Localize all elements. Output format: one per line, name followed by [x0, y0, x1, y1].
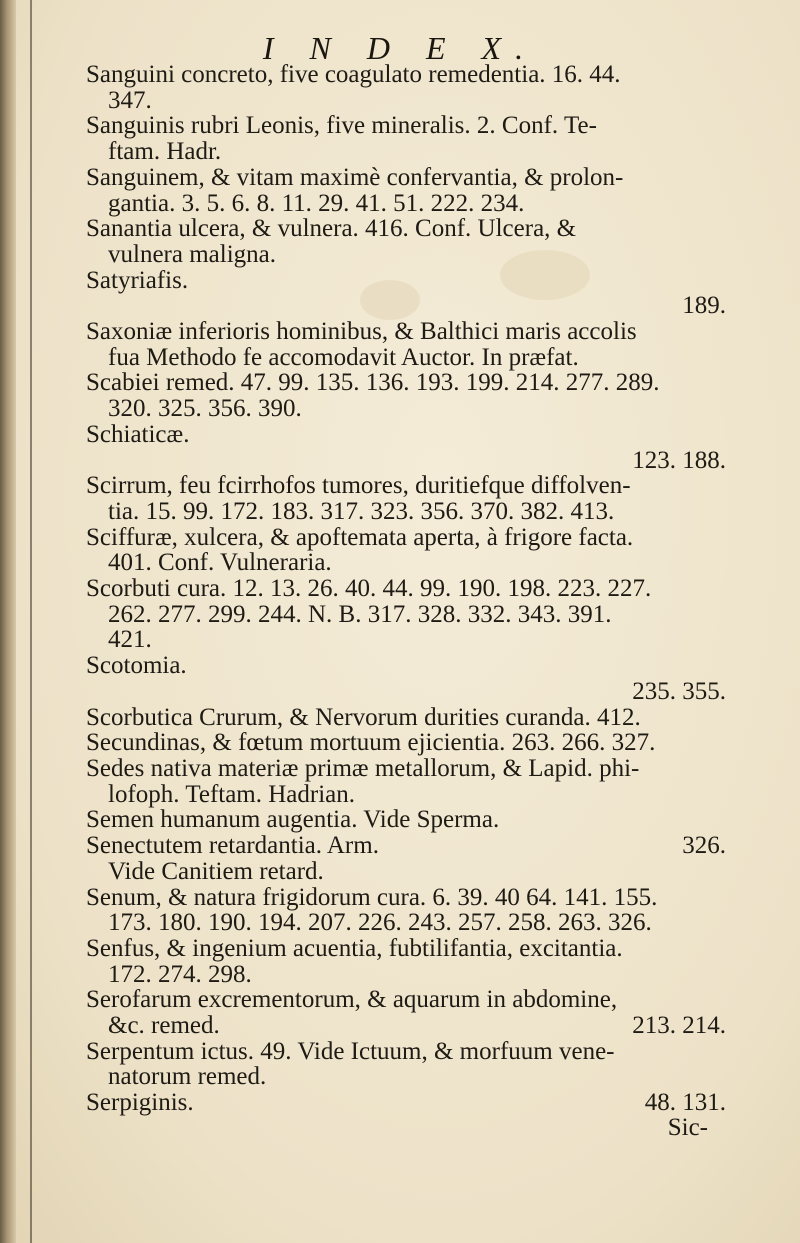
- index-entry: [86, 730, 726, 756]
- index-entry-line: 235. 355.: [632, 677, 726, 705]
- index-entry-line: [86, 1013, 726, 1039]
- index-entry-line: fua Methodo fe accomodavit Auctor. In præfat.: [108, 343, 579, 371]
- page-margin-rule: [30, 0, 32, 1243]
- index-entry: [86, 756, 726, 807]
- index-entry-line: [86, 833, 726, 859]
- index-entry-line: Scirrum, feu fcirrhofos tumores, duritiefque diffolven-: [86, 472, 631, 500]
- index-entry: [86, 936, 726, 987]
- index-entry-line: Satyriafis.: [86, 266, 189, 294]
- page-binding-shadow: [0, 0, 16, 1243]
- index-entry: [86, 653, 726, 704]
- index-entry: [86, 319, 726, 370]
- index-entry-text: Serpiginis.: [86, 1089, 194, 1117]
- index-entry-line: vulnera maligna.: [108, 240, 276, 268]
- index-entry-text: Senectutem retardantia. Arm.: [86, 832, 379, 860]
- index-entry-line: 173. 180. 190. 194. 207. 226. 243. 257. 258. 263. 326.: [108, 909, 652, 937]
- index-entry: [86, 268, 726, 319]
- index-entry: [86, 422, 726, 473]
- index-entry-line: 421.: [108, 626, 152, 654]
- index-entry-line: Scotomia.: [86, 652, 187, 680]
- index-entry: [86, 987, 726, 1038]
- index-entry: [86, 216, 726, 267]
- index-entry: [86, 370, 726, 421]
- index-entry-line: Scabiei remed. 47. 99. 135. 136. 193. 199. 214. 277. 289.: [86, 369, 660, 397]
- index-entry: [86, 705, 726, 731]
- index-entry-line: gantia. 3. 5. 6. 8. 11. 29. 41. 51. 222. 234.: [108, 189, 525, 217]
- index-entry-line: ftam. Hadr.: [108, 138, 222, 166]
- index-entry: [86, 525, 726, 576]
- index-entry-line: 320. 325. 356. 390.: [108, 395, 302, 423]
- index-entry-line: Secundinas, & fœtum mortuum ejicientia. 263. 266. 327.: [86, 729, 656, 757]
- index-entry: [86, 1090, 726, 1116]
- index-entry-line: Saxoniæ inferioris hominibus, & Balthici maris accolis: [86, 318, 637, 346]
- index-entry-line: 347.: [108, 86, 152, 114]
- index-entry-text: &c. remed.: [108, 1012, 220, 1040]
- index-entry-line: Sanguini concreto, five coagulato remedentia. 16. 44.: [86, 61, 621, 88]
- index-entry-line: Sanguinem, & vitam maximè confervantia, & prolon-: [86, 163, 624, 191]
- index-entry: [86, 113, 726, 164]
- index-entry-line: [86, 1090, 726, 1116]
- index-entry-line: lofoph. Teftam. Hadrian.: [108, 780, 356, 808]
- index-entry-line: natorum remed.: [108, 1063, 267, 1091]
- index-entry-line: Sanantia ulcera, & vulnera. 416. Conf. Ulcera, &: [86, 215, 577, 243]
- index-entry-line: Sanguinis rubri Leonis, five mineralis. 2. Conf. Te-: [86, 112, 597, 140]
- index-entry: [86, 807, 726, 833]
- index-entries: [86, 62, 726, 1116]
- index-entry: [86, 576, 726, 653]
- index-entry-line: 262. 277. 299. 244. N. B. 317. 328. 332. 343. 391.: [108, 600, 612, 628]
- index-entry: [86, 165, 726, 216]
- index-entry-line: tia. 15. 99. 172. 183. 317. 323. 356. 370. 382. 413.: [108, 497, 615, 525]
- index-entry-line: 172. 274. 298.: [108, 960, 252, 988]
- index-entry-line: 189.: [682, 292, 726, 320]
- index-entry-line: Sciffuræ, xulcera, & apoftemata aperta, à frigore facta.: [86, 523, 634, 551]
- index-entry: [86, 62, 726, 113]
- index-entry-line: Serofarum excrementorum, & aquarum in abdomine,: [86, 986, 618, 1014]
- index-entry-line: Serpentum ictus. 49. Vide Ictuum, & morfuum vene-: [86, 1037, 615, 1065]
- index-entry-line: Senfus, & ingenium acuentia, fubtilifantia, excitantia.: [86, 934, 623, 962]
- running-head: I N D E X.: [262, 30, 538, 66]
- index-entry-line: 401. Conf. Vulneraria.: [108, 549, 332, 577]
- index-entry: [86, 833, 726, 884]
- index-entry-line: 123. 188.: [632, 446, 726, 474]
- index-entry-line: Schiaticæ.: [86, 420, 190, 448]
- index-entry-page: 326.: [682, 832, 726, 860]
- index-entry-page: 48. 131.: [644, 1089, 726, 1117]
- index-entry-line: Senum, & natura frigidorum cura. 6. 39. 40 64. 141. 155.: [86, 883, 658, 911]
- index-entry-line: Scorbuti cura. 12. 13. 26. 40. 44. 99. 190. 198. 223. 227.: [86, 575, 652, 603]
- index-entry-line: Scorbutica Crurum, & Nervorum durities curanda. 412.: [86, 703, 641, 731]
- index-entry-line: Semen humanum augentia. Vide Sperma.: [86, 806, 500, 834]
- index-entry: [86, 1039, 726, 1090]
- catchword: Sic-: [667, 1114, 708, 1141]
- index-entry-line: Vide Canitiem retard.: [108, 857, 324, 885]
- index-entry-page: 213. 214.: [632, 1012, 726, 1040]
- index-entry-line: Sedes nativa materiæ primæ metallorum, & Lapid. phi-: [86, 754, 640, 782]
- index-entry: [86, 473, 726, 524]
- index-entry: [86, 885, 726, 936]
